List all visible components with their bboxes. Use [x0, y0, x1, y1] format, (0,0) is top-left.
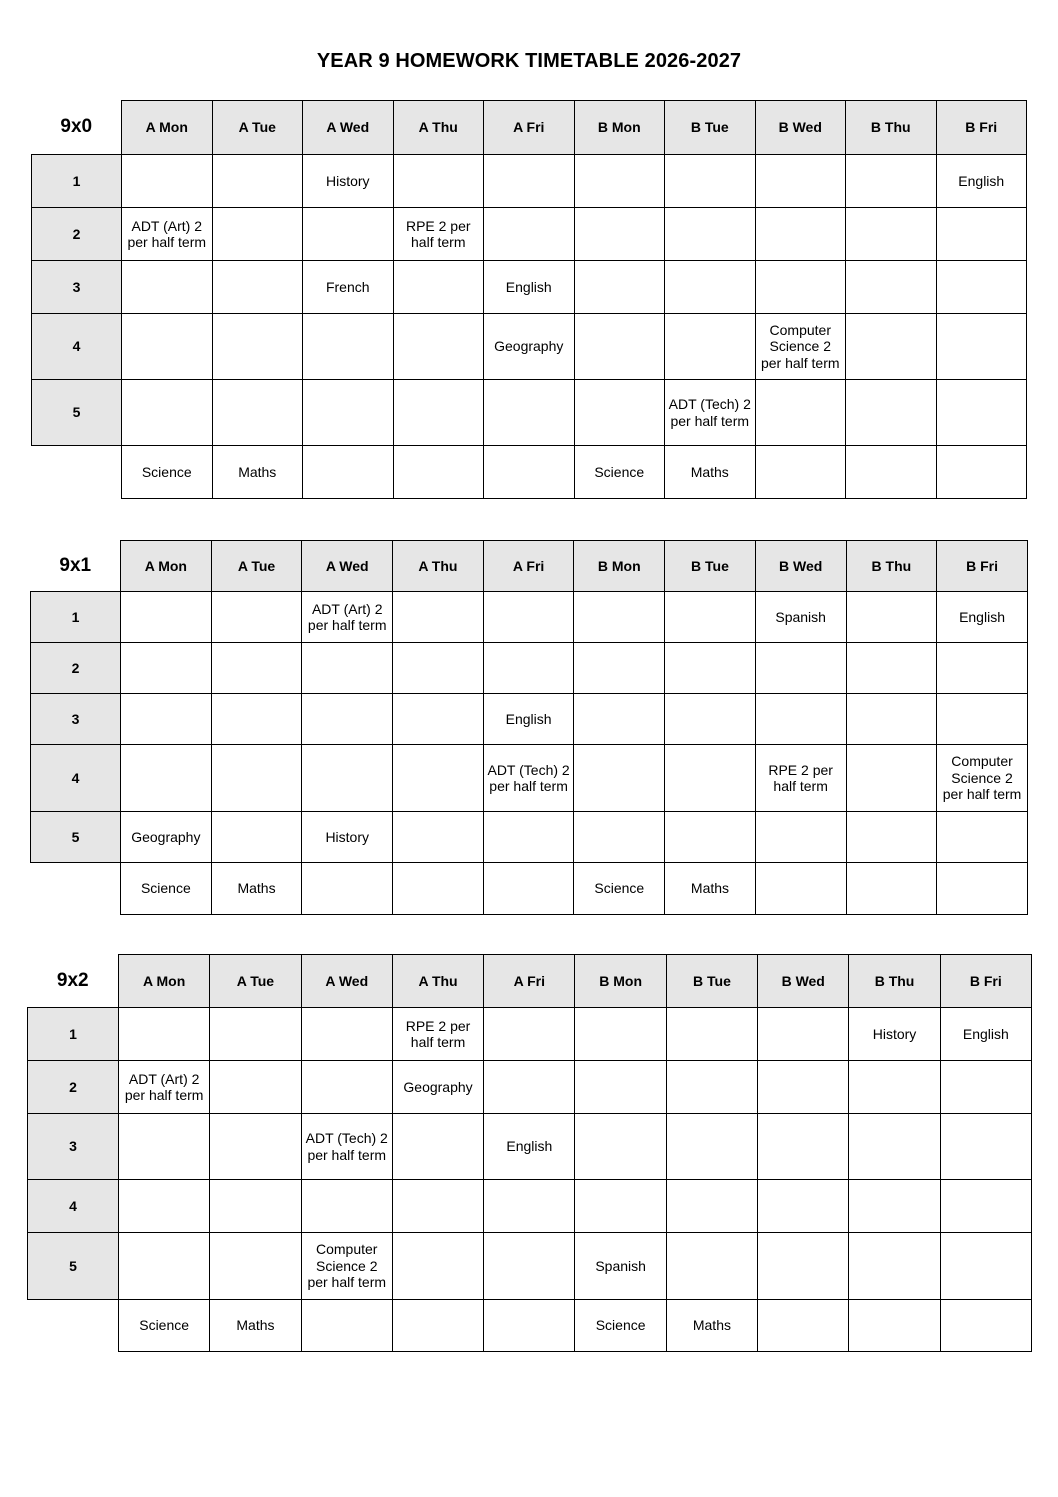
lesson-row	[32, 314, 1027, 380]
homework-cell: Geography	[121, 812, 212, 863]
homework-cell	[575, 1180, 666, 1233]
day-header: A Thu	[393, 101, 484, 155]
day-header: A Fri	[484, 101, 575, 155]
homework-cell	[936, 380, 1027, 446]
homework-cell	[393, 314, 484, 380]
timetable-9x0	[31, 100, 1027, 499]
homework-cell	[936, 208, 1027, 261]
day-header: B Wed	[758, 955, 849, 1008]
homework-cell: History	[849, 1008, 940, 1061]
homework-cell: History	[302, 812, 393, 863]
homework-cell	[574, 643, 665, 694]
homework-cell	[574, 380, 665, 446]
weekly-homework-cell: Maths	[210, 1300, 301, 1352]
day-header: A Thu	[392, 955, 483, 1008]
homework-cell	[758, 1233, 849, 1300]
day-header: A Mon	[119, 955, 210, 1008]
homework-cell	[758, 1114, 849, 1180]
homework-cell: ADT (Tech) 2 per half term	[665, 380, 756, 446]
footer-spacer	[31, 863, 121, 915]
homework-cell: English	[936, 155, 1027, 208]
homework-cell: Spanish	[755, 592, 846, 643]
homework-cell	[392, 1114, 483, 1180]
day-header: B Tue	[665, 101, 756, 155]
homework-cell	[755, 155, 846, 208]
lesson-number: 4	[28, 1180, 119, 1233]
homework-cell	[755, 694, 846, 745]
homework-cell	[393, 812, 484, 863]
homework-cell	[574, 694, 665, 745]
homework-cell	[212, 380, 303, 446]
weekly-homework-cell	[940, 1300, 1031, 1352]
lesson-number: 2	[32, 208, 122, 261]
homework-cell	[484, 1233, 575, 1300]
homework-cell	[665, 314, 756, 380]
homework-cell	[665, 208, 756, 261]
homework-cell	[755, 643, 846, 694]
homework-cell	[849, 1180, 940, 1233]
homework-cell	[666, 1233, 757, 1300]
lesson-row	[31, 745, 1028, 812]
homework-cell	[665, 155, 756, 208]
lesson-row	[32, 261, 1027, 314]
homework-cell	[937, 812, 1028, 863]
homework-cell	[119, 1233, 210, 1300]
weekly-homework-cell: Maths	[665, 863, 756, 915]
day-header: A Wed	[301, 955, 392, 1008]
homework-cell	[849, 1114, 940, 1180]
homework-cell	[393, 694, 484, 745]
form-group-label: 9x1	[59, 554, 92, 576]
lesson-row	[32, 380, 1027, 446]
page-title: YEAR 9 HOMEWORK TIMETABLE 2026-2027	[316, 50, 742, 72]
homework-cell	[755, 208, 846, 261]
footer-spacer	[32, 446, 122, 499]
lesson-row	[31, 592, 1028, 643]
homework-cell	[665, 745, 756, 812]
homework-cell	[575, 1008, 666, 1061]
form-group-label: 9x2	[56, 969, 89, 991]
weekly-homework-cell: Science	[575, 1300, 666, 1352]
homework-cell	[846, 592, 937, 643]
homework-cell	[666, 1114, 757, 1180]
homework-cell: RPE 2 per half term	[755, 745, 846, 812]
weekly-homework-row	[32, 446, 1027, 499]
homework-cell	[575, 1114, 666, 1180]
day-header: A Fri	[484, 955, 575, 1008]
homework-cell	[210, 1061, 301, 1114]
lesson-row	[32, 208, 1027, 261]
homework-cell	[393, 380, 484, 446]
homework-cell: Computer Science 2 per half term	[301, 1233, 392, 1300]
lesson-row	[28, 1061, 1032, 1114]
homework-cell	[665, 694, 756, 745]
lesson-number: 1	[28, 1008, 119, 1061]
homework-cell	[484, 1180, 575, 1233]
homework-cell	[303, 380, 394, 446]
homework-cell: Spanish	[575, 1233, 666, 1300]
homework-cell: French	[303, 261, 394, 314]
homework-cell: Computer Science 2 per half term	[755, 314, 846, 380]
homework-cell: History	[303, 155, 394, 208]
homework-cell	[846, 812, 937, 863]
homework-cell	[665, 812, 756, 863]
homework-cell	[119, 1008, 210, 1061]
lesson-number: 3	[31, 694, 121, 745]
homework-cell	[121, 694, 212, 745]
weekly-homework-cell	[303, 446, 394, 499]
lesson-row	[32, 155, 1027, 208]
lesson-number: 1	[31, 592, 121, 643]
homework-cell: English	[484, 261, 575, 314]
homework-cell	[574, 208, 665, 261]
homework-cell	[755, 261, 846, 314]
weekly-homework-cell	[393, 446, 484, 499]
form-group-label: 9x0	[60, 116, 93, 137]
weekly-homework-cell	[846, 863, 937, 915]
weekly-homework-cell: Maths	[212, 446, 303, 499]
day-header: B Wed	[755, 101, 846, 155]
day-header: A Wed	[302, 541, 393, 592]
homework-cell	[940, 1114, 1031, 1180]
homework-cell	[210, 1180, 301, 1233]
homework-cell	[484, 1061, 575, 1114]
timetable-9x2	[27, 954, 1032, 1352]
weekly-homework-row	[31, 863, 1028, 915]
weekly-homework-cell	[302, 863, 393, 915]
homework-cell	[393, 261, 484, 314]
homework-cell	[211, 694, 302, 745]
homework-cell	[846, 643, 937, 694]
homework-cell: ADT (Tech) 2 per half term	[483, 745, 574, 812]
day-header: A Tue	[211, 541, 302, 592]
homework-cell	[574, 592, 665, 643]
lesson-number: 3	[28, 1114, 119, 1180]
weekly-homework-cell	[755, 446, 846, 499]
homework-cell: ADT (Art) 2 per half term	[119, 1061, 210, 1114]
homework-cell	[210, 1233, 301, 1300]
homework-cell	[849, 1061, 940, 1114]
homework-cell	[212, 208, 303, 261]
homework-cell	[392, 1180, 483, 1233]
homework-cell	[574, 812, 665, 863]
weekly-homework-cell	[936, 446, 1027, 499]
homework-cell	[119, 1180, 210, 1233]
homework-cell	[301, 1061, 392, 1114]
homework-cell	[210, 1114, 301, 1180]
homework-cell	[302, 745, 393, 812]
homework-cell	[846, 314, 937, 380]
homework-cell: Computer Science 2 per half term	[937, 745, 1028, 812]
homework-cell	[846, 261, 937, 314]
homework-cell	[936, 314, 1027, 380]
homework-cell	[483, 643, 574, 694]
homework-cell	[393, 592, 484, 643]
homework-cell	[666, 1180, 757, 1233]
day-header: B Fri	[937, 541, 1028, 592]
weekly-homework-cell: Science	[574, 446, 665, 499]
homework-cell	[121, 592, 212, 643]
homework-cell	[483, 812, 574, 863]
footer-spacer	[28, 1300, 119, 1352]
lesson-number: 1	[32, 155, 122, 208]
lesson-row	[28, 1008, 1032, 1061]
homework-cell	[302, 643, 393, 694]
homework-cell	[574, 745, 665, 812]
homework-cell	[484, 380, 575, 446]
homework-cell	[666, 1008, 757, 1061]
weekly-homework-cell	[393, 863, 484, 915]
homework-cell	[119, 1114, 210, 1180]
homework-cell	[211, 643, 302, 694]
homework-cell	[484, 155, 575, 208]
homework-cell	[122, 380, 213, 446]
weekly-homework-cell: Science	[574, 863, 665, 915]
weekly-homework-cell	[937, 863, 1028, 915]
weekly-homework-cell: Maths	[665, 446, 756, 499]
weekly-homework-cell	[846, 446, 937, 499]
homework-cell: ADT (Art) 2 per half term	[302, 592, 393, 643]
homework-cell	[302, 694, 393, 745]
weekly-homework-row	[28, 1300, 1032, 1352]
day-header: B Thu	[846, 101, 937, 155]
lesson-number: 5	[31, 812, 121, 863]
weekly-homework-cell	[301, 1300, 392, 1352]
homework-cell	[665, 643, 756, 694]
weekly-homework-cell	[484, 1300, 575, 1352]
weekly-homework-cell	[755, 863, 846, 915]
homework-cell	[484, 1008, 575, 1061]
homework-cell	[212, 261, 303, 314]
homework-cell: RPE 2 per half term	[392, 1008, 483, 1061]
homework-cell	[755, 380, 846, 446]
homework-cell	[666, 1061, 757, 1114]
weekly-homework-cell	[483, 863, 574, 915]
homework-cell	[940, 1233, 1031, 1300]
homework-cell	[846, 745, 937, 812]
day-header: B Wed	[755, 541, 846, 592]
homework-cell	[122, 314, 213, 380]
homework-cell	[937, 694, 1028, 745]
homework-cell	[122, 261, 213, 314]
homework-cell	[483, 592, 574, 643]
homework-cell	[846, 694, 937, 745]
lesson-number: 2	[28, 1061, 119, 1114]
homework-cell	[210, 1008, 301, 1061]
homework-cell	[303, 208, 394, 261]
weekly-homework-cell	[484, 446, 575, 499]
lesson-number: 4	[31, 745, 121, 812]
homework-cell	[393, 155, 484, 208]
homework-cell	[846, 380, 937, 446]
homework-cell	[846, 208, 937, 261]
lesson-number: 3	[32, 261, 122, 314]
homework-cell	[212, 155, 303, 208]
homework-cell: Geography	[392, 1061, 483, 1114]
timetable-9x1	[30, 540, 1028, 915]
homework-cell	[393, 745, 484, 812]
weekly-homework-cell	[392, 1300, 483, 1352]
homework-cell	[755, 812, 846, 863]
weekly-homework-cell: Science	[119, 1300, 210, 1352]
lesson-row	[28, 1233, 1032, 1300]
homework-cell	[846, 155, 937, 208]
weekly-homework-cell	[758, 1300, 849, 1352]
day-header: A Thu	[393, 541, 484, 592]
homework-cell	[574, 314, 665, 380]
homework-cell	[940, 1180, 1031, 1233]
homework-cell	[849, 1233, 940, 1300]
homework-cell	[940, 1061, 1031, 1114]
homework-cell	[575, 1061, 666, 1114]
homework-cell	[665, 261, 756, 314]
homework-cell	[122, 155, 213, 208]
homework-cell	[392, 1233, 483, 1300]
homework-cell: ADT (Art) 2 per half term	[122, 208, 213, 261]
day-header: A Tue	[212, 101, 303, 155]
homework-cell: English	[937, 592, 1028, 643]
day-header: B Fri	[940, 955, 1031, 1008]
homework-cell	[301, 1008, 392, 1061]
homework-cell	[121, 745, 212, 812]
homework-cell	[393, 643, 484, 694]
homework-cell	[936, 261, 1027, 314]
homework-cell	[211, 812, 302, 863]
day-header: B Thu	[846, 541, 937, 592]
homework-cell: Geography	[484, 314, 575, 380]
day-header: A Mon	[122, 101, 213, 155]
homework-cell	[211, 745, 302, 812]
weekly-homework-cell: Maths	[666, 1300, 757, 1352]
homework-cell	[301, 1180, 392, 1233]
lesson-row	[28, 1114, 1032, 1180]
homework-cell: English	[940, 1008, 1031, 1061]
homework-cell: RPE 2 per half term	[393, 208, 484, 261]
homework-cell	[758, 1008, 849, 1061]
weekly-homework-cell: Maths	[211, 863, 302, 915]
homework-cell	[212, 314, 303, 380]
homework-cell	[211, 592, 302, 643]
weekly-homework-cell	[849, 1300, 940, 1352]
day-header: B Mon	[575, 955, 666, 1008]
day-header: B Tue	[666, 955, 757, 1008]
day-header: A Tue	[210, 955, 301, 1008]
weekly-homework-cell: Science	[122, 446, 213, 499]
day-header: A Mon	[121, 541, 212, 592]
day-header: B Mon	[574, 101, 665, 155]
day-header: B Thu	[849, 955, 940, 1008]
homework-cell	[121, 643, 212, 694]
homework-cell	[484, 208, 575, 261]
lesson-row	[31, 694, 1028, 745]
lesson-number: 5	[28, 1233, 119, 1300]
day-header: B Tue	[665, 541, 756, 592]
homework-cell	[758, 1061, 849, 1114]
lesson-number: 4	[32, 314, 122, 380]
homework-cell	[937, 643, 1028, 694]
homework-cell: English	[484, 1114, 575, 1180]
day-header: A Fri	[483, 541, 574, 592]
day-header: A Wed	[303, 101, 394, 155]
homework-cell	[574, 261, 665, 314]
homework-cell: English	[483, 694, 574, 745]
lesson-row	[31, 812, 1028, 863]
lesson-number: 2	[31, 643, 121, 694]
homework-cell: ADT (Tech) 2 per half term	[301, 1114, 392, 1180]
weekly-homework-cell: Science	[121, 863, 212, 915]
homework-cell	[758, 1180, 849, 1233]
homework-cell	[303, 314, 394, 380]
lesson-row	[31, 643, 1028, 694]
lesson-row	[28, 1180, 1032, 1233]
homework-cell	[665, 592, 756, 643]
day-header: B Mon	[574, 541, 665, 592]
day-header: B Fri	[936, 101, 1027, 155]
lesson-number: 5	[32, 380, 122, 446]
homework-cell	[574, 155, 665, 208]
